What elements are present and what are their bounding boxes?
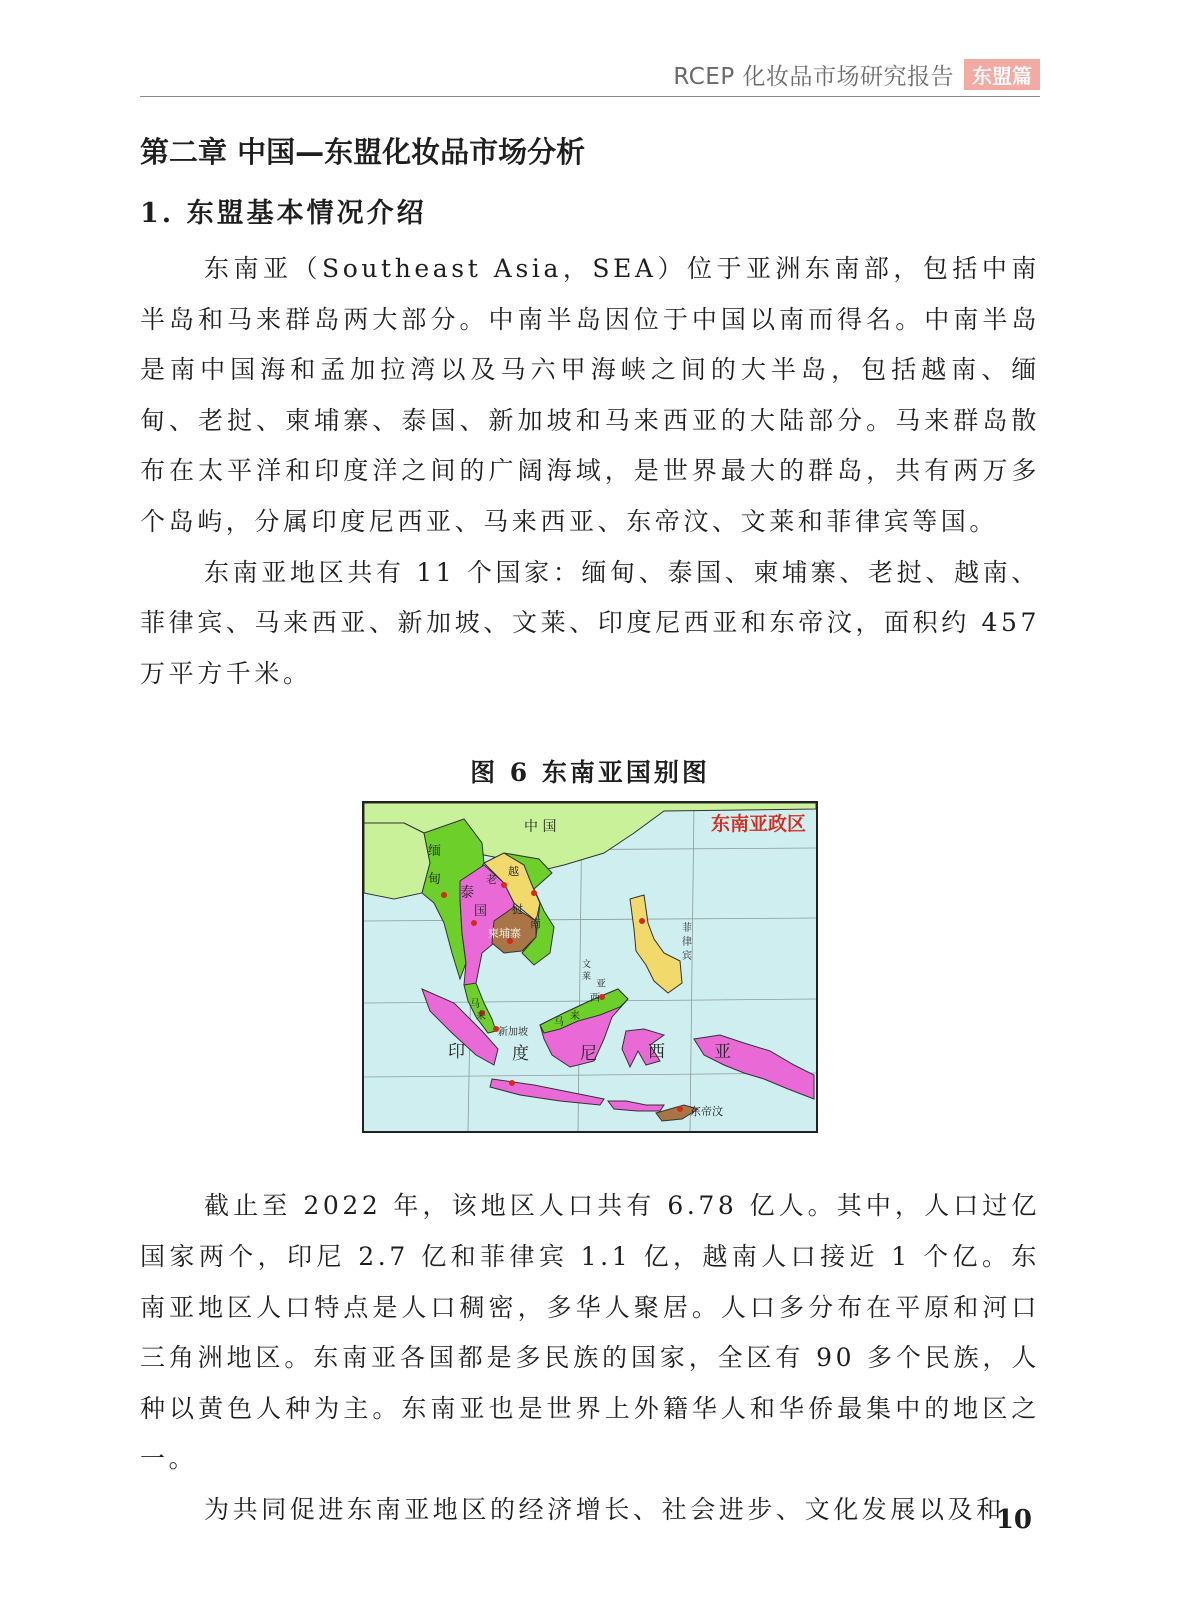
header-badge: 东盟篇: [964, 59, 1040, 90]
capital-dot: [471, 920, 477, 926]
label-brunei: 莱: [582, 972, 592, 983]
paragraph: 东南亚（Southeast Asia，SEA）位于亚洲东南部，包括中南半岛和马来群岛两大部分。中南半岛因位于中国以南而得名。中南半岛是南中国海和孟加拉湾以及马六甲海峡之间的大半岛，包括越南、缅甸、老挝、柬埔寨、泰国、新加坡和马来西亚的大陆部分。马来群岛散布在太平洋和印度洋之间的广阔海域，是世界最大的群岛，共有两万多个岛屿，分属印度尼西亚、马来西亚、东帝汶、文莱和菲律宾等国。: [140, 254, 1040, 536]
label-indonesia: 亚: [714, 1042, 731, 1063]
label-brunei: 文: [582, 960, 592, 971]
capital-dot: [677, 1106, 683, 1112]
map-legend-title: 东南亚政区: [710, 813, 806, 836]
label-china: 中 国: [524, 819, 557, 836]
label-laos: 挝: [512, 903, 523, 917]
capital-dot: [509, 1080, 515, 1086]
label-philippines: 宾: [682, 951, 692, 963]
label-myanmar: 缅: [428, 844, 442, 860]
label-indonesia: 度: [512, 1044, 529, 1065]
label-philippines: 律: [682, 937, 692, 949]
paragraph: 截止至 2022 年，该地区人口共有 6.78 亿人。其中，人口过亿国家两个，印尼 2.7 亿和菲律宾 1.1 亿，越南人口接近 1 个亿。东南亚地区人口特点是人口稠密，多华人聚居。人口多分布在平原和河口三角洲地区。东南亚各国都是多民族的国家，全区有 90 多个民族，人种以黄色人种为主。东南亚也是世界上外籍华人和华侨最集中的地区之一。: [140, 1191, 1040, 1474]
label-malaysia: 来: [476, 1011, 486, 1023]
label-indonesia: 印: [448, 1042, 465, 1063]
lesser-sunda: [608, 1101, 664, 1111]
label-malaysia: 来: [570, 1011, 580, 1023]
capital-dot: [501, 882, 507, 888]
label-malaysia: 马: [554, 1017, 564, 1029]
figure-caption: 图 6 东南亚国别图: [470, 758, 710, 788]
page-content: [140, 128, 1040, 1536]
label-laos: 老: [486, 873, 497, 887]
west-landmass: [364, 823, 430, 899]
label-malaysia: 西: [590, 993, 600, 1005]
label-vietnam: 越: [508, 865, 519, 879]
label-indonesia: 西: [648, 1042, 665, 1063]
label-east-timor: 东帝汶: [690, 1105, 723, 1119]
chapter-title: 第二章 中国—东盟化妆品市场分析: [140, 135, 586, 169]
label-malaysia: 马: [470, 999, 480, 1011]
capital-dot: [531, 890, 537, 896]
label-singapore: 新加坡: [498, 1027, 528, 1039]
philippines: [630, 895, 682, 993]
page-header: [140, 52, 1040, 97]
southeast-asia-map: [362, 801, 818, 1133]
java: [490, 1079, 604, 1105]
capital-dot: [441, 892, 447, 898]
label-myanmar: 甸: [428, 872, 442, 888]
label-philippines: 菲: [682, 923, 692, 935]
papua: [694, 1035, 814, 1099]
label-indonesia: 尼: [580, 1044, 597, 1065]
label-thailand: 泰: [460, 885, 474, 902]
paragraph: 为共同促进东南亚地区的经济增长、社会进步、文化发展以及和: [204, 1494, 1005, 1524]
section-title: 1. 东盟基本情况介绍: [140, 198, 427, 229]
capital-dot: [639, 918, 645, 924]
label-malaysia: 亚: [596, 979, 606, 991]
map-svg: [364, 803, 816, 1131]
header-title: RCEP 化妆品市场研究报告: [673, 63, 954, 90]
paragraph: 东南亚地区共有 11 个国家：缅甸、泰国、柬埔寨、老挝、越南、菲律宾、马来西亚、新加坡、文莱、印度尼西亚和东帝汶，面积约 457 万平方千米。: [140, 557, 1040, 688]
label-cambodia: 柬埔寨: [488, 927, 521, 941]
page-number: 10: [995, 1505, 1032, 1535]
label-vietnam: 南: [530, 917, 541, 931]
label-thailand: 国: [474, 904, 488, 920]
